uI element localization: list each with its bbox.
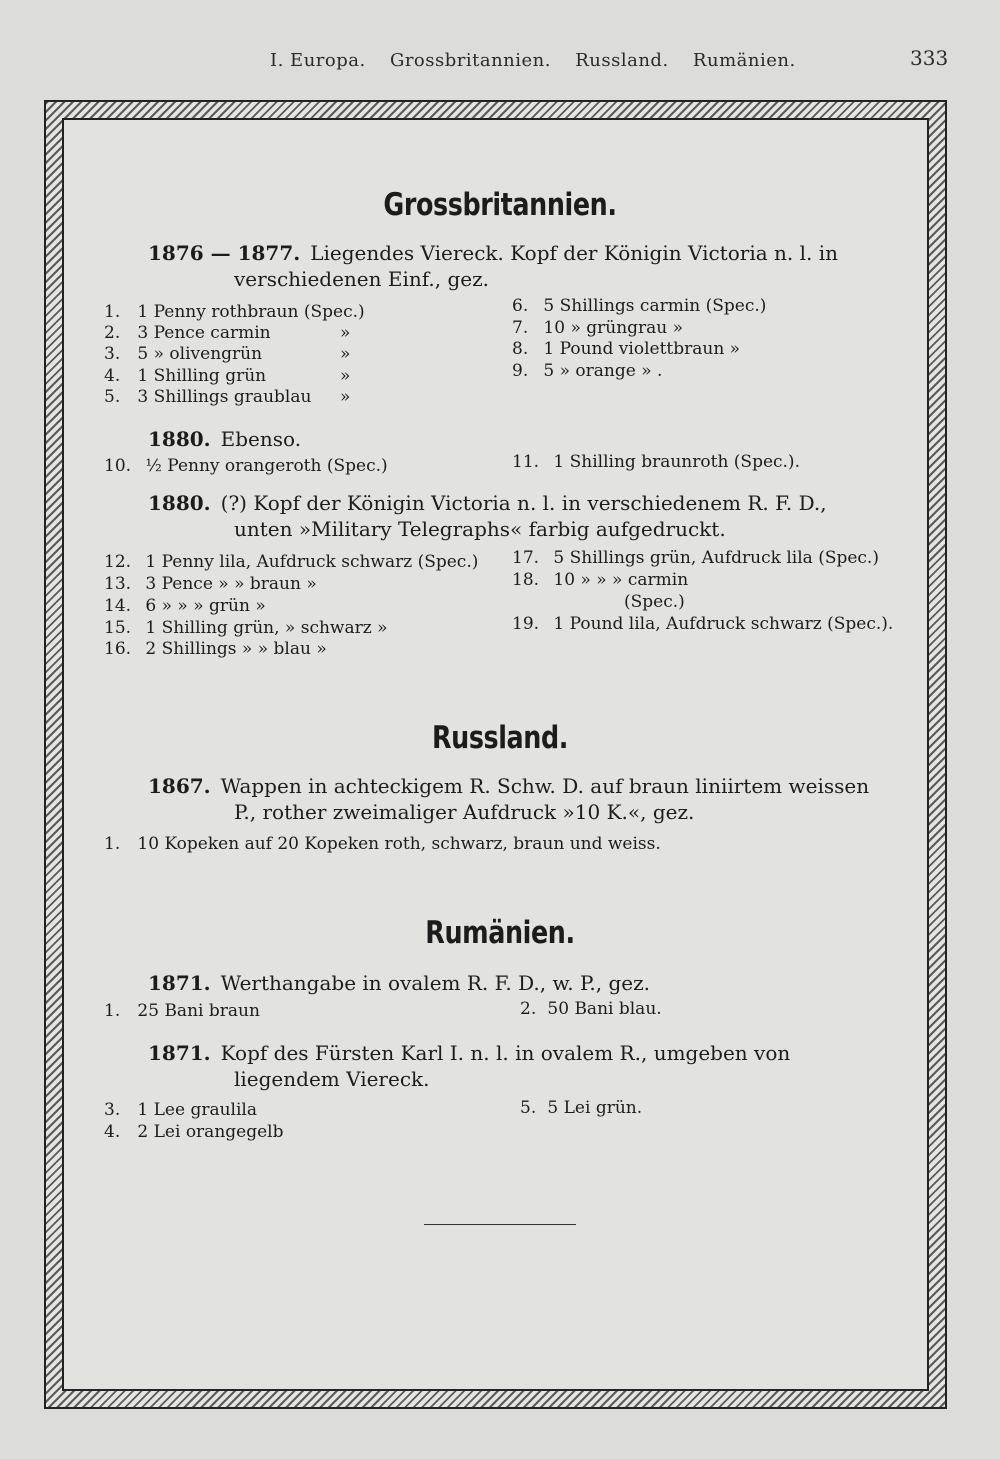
list-item	[104, 344, 262, 365]
ditto-mark: »	[340, 366, 351, 386]
list-item	[512, 548, 879, 569]
item-text: 1 Shilling braunroth (Spec.).	[553, 452, 800, 472]
item-text: 6 » » » grün »	[145, 596, 266, 616]
item-text: 10 » grüngrau »	[543, 318, 684, 338]
list-item	[104, 1001, 260, 1022]
item-text: 5 Shillings carmin (Spec.)	[543, 296, 767, 316]
item-number: 3.	[104, 1100, 121, 1120]
issue-text-continued: P., rother zweimaliger Aufdruck »10 K.«, gez.	[234, 800, 695, 824]
issue-year: 1880.	[148, 427, 211, 451]
issue-text: (?) Kopf der Königin Victoria n. l. in verschiedenem R. F. D.,	[220, 491, 827, 515]
item-text: 1 Penny lila, Aufdruck schwarz (Spec.)	[145, 552, 479, 572]
item-number: 2.	[104, 323, 121, 343]
ditto-mark: »	[340, 344, 351, 364]
issue-heading	[148, 1040, 903, 1092]
item-text: 2 Shillings » » blau »	[145, 639, 327, 659]
item-number: 1.	[104, 1001, 121, 1021]
item-number: 16.	[104, 639, 132, 659]
running-head-part: Grossbritannien.	[389, 50, 551, 71]
item-number: 2.	[520, 999, 537, 1019]
item-number: 15.	[104, 618, 132, 638]
item-number: 7.	[512, 318, 529, 338]
item-number: 9.	[512, 361, 529, 381]
list-item	[512, 339, 740, 360]
list-item	[512, 570, 688, 591]
list-item	[104, 834, 661, 855]
issue-year: 1876 — 1877.	[148, 241, 301, 265]
item-text: 1 Pound violettbraun »	[543, 339, 741, 359]
section-title-rumaenien: Rumänien.	[425, 915, 575, 951]
issue-heading	[148, 240, 903, 292]
list-item	[104, 323, 271, 344]
issue-text-continued: liegendem Viereck.	[234, 1067, 430, 1091]
item-number: 3.	[104, 344, 121, 364]
issue-heading	[148, 490, 903, 542]
item-number: 5.	[520, 1098, 537, 1118]
item-number: 1.	[104, 834, 121, 854]
running-head-part: Russland.	[575, 50, 669, 71]
end-rule	[424, 1224, 576, 1225]
list-item	[520, 1098, 642, 1119]
item-number: 18.	[512, 570, 540, 590]
list-item	[512, 452, 800, 473]
running-head-part: Rumänien.	[692, 50, 796, 71]
item-number: 4.	[104, 1122, 121, 1142]
item-text: 1 Shilling grün	[137, 366, 267, 386]
list-item	[104, 574, 317, 595]
item-text: 1 Shilling grün, » schwarz »	[145, 618, 388, 638]
item-text: 5 » orange » .	[543, 361, 663, 381]
item-text: 3 Pence carmin	[137, 323, 271, 343]
ditto-mark: »	[340, 387, 351, 407]
item-text: 2 Lei orangegelb	[137, 1122, 284, 1142]
item-text: 1 Lee graulila	[137, 1100, 257, 1120]
item-number: 11.	[512, 452, 540, 472]
issue-heading	[148, 970, 903, 996]
issue-text-continued: unten »Military Telegraphs« farbig aufgedruckt.	[234, 517, 726, 541]
list-item	[104, 387, 311, 408]
issue-year: 1871.	[148, 971, 211, 995]
item-text: 25 Bani braun	[137, 1001, 260, 1021]
item-number: 12.	[104, 552, 132, 572]
item-text: ½ Penny orangeroth (Spec.)	[145, 456, 388, 476]
issue-text: Kopf des Fürsten Karl I. n. l. in ovalem R., umgeben von	[220, 1041, 791, 1065]
item-text: (Spec.)	[624, 592, 685, 612]
item-text: 5 Shillings grün, Aufdruck lila (Spec.)	[553, 548, 879, 568]
issue-year: 1871.	[148, 1041, 211, 1065]
section-title-russland: Russland.	[431, 720, 569, 756]
item-number: 1.	[104, 302, 121, 322]
list-item	[104, 618, 388, 639]
ditto-mark: »	[340, 323, 351, 343]
list-item	[512, 614, 893, 635]
item-number: 6.	[512, 296, 529, 316]
item-text: 3 Pence » » braun »	[145, 574, 317, 594]
item-number: 14.	[104, 596, 132, 616]
list-item	[104, 1122, 283, 1143]
issue-text: Wappen in achteckigem R. Schw. D. auf braun liniirtem weissen	[220, 774, 870, 798]
list-item	[512, 361, 662, 382]
list-item	[104, 302, 365, 323]
issue-text-continued: verschiedenen Einf., gez.	[234, 267, 490, 291]
list-item	[104, 552, 478, 573]
item-text: 10 » » » carmin	[553, 570, 689, 590]
item-number: 4.	[104, 366, 121, 386]
issue-text: Liegendes Viereck. Kopf der Königin Victoria n. l. in	[310, 241, 838, 265]
item-text: 10 Kopeken auf 20 Kopeken roth, schwarz, braun und weiss.	[137, 834, 661, 854]
issue-year: 1880.	[148, 491, 211, 515]
list-item	[512, 592, 685, 613]
section-title-grossbritannien: Grossbritannien.	[383, 187, 617, 223]
list-item	[104, 639, 327, 660]
list-item	[512, 296, 766, 317]
item-number: 10.	[104, 456, 132, 476]
issue-heading	[148, 773, 903, 825]
running-head-part: I. Europa.	[270, 50, 366, 71]
item-text: 5 Lei grün.	[547, 1098, 643, 1118]
list-item	[104, 1100, 257, 1121]
page-number: 333	[910, 46, 949, 70]
list-item	[520, 999, 662, 1020]
item-text: 5 » olivengrün	[137, 344, 263, 364]
item-text: 1 Penny rothbraun (Spec.)	[137, 302, 365, 322]
list-item	[512, 318, 683, 339]
item-number: 13.	[104, 574, 132, 594]
item-number: 17.	[512, 548, 540, 568]
issue-text: Werthangabe in ovalem R. F. D., w. P., gez.	[220, 971, 650, 995]
item-text: 50 Bani blau.	[547, 999, 662, 1019]
running-head	[270, 50, 814, 71]
item-text: 3 Shillings graublau	[137, 387, 312, 407]
item-text: 1 Pound lila, Aufdruck schwarz (Spec.).	[553, 614, 894, 634]
list-item	[104, 596, 266, 617]
item-number: 19.	[512, 614, 540, 634]
item-number: 8.	[512, 339, 529, 359]
issue-heading	[148, 426, 903, 452]
issue-year: 1867.	[148, 774, 211, 798]
item-number: 5.	[104, 387, 121, 407]
list-item	[104, 456, 388, 477]
list-item	[104, 366, 266, 387]
issue-text: Ebenso.	[220, 427, 302, 451]
